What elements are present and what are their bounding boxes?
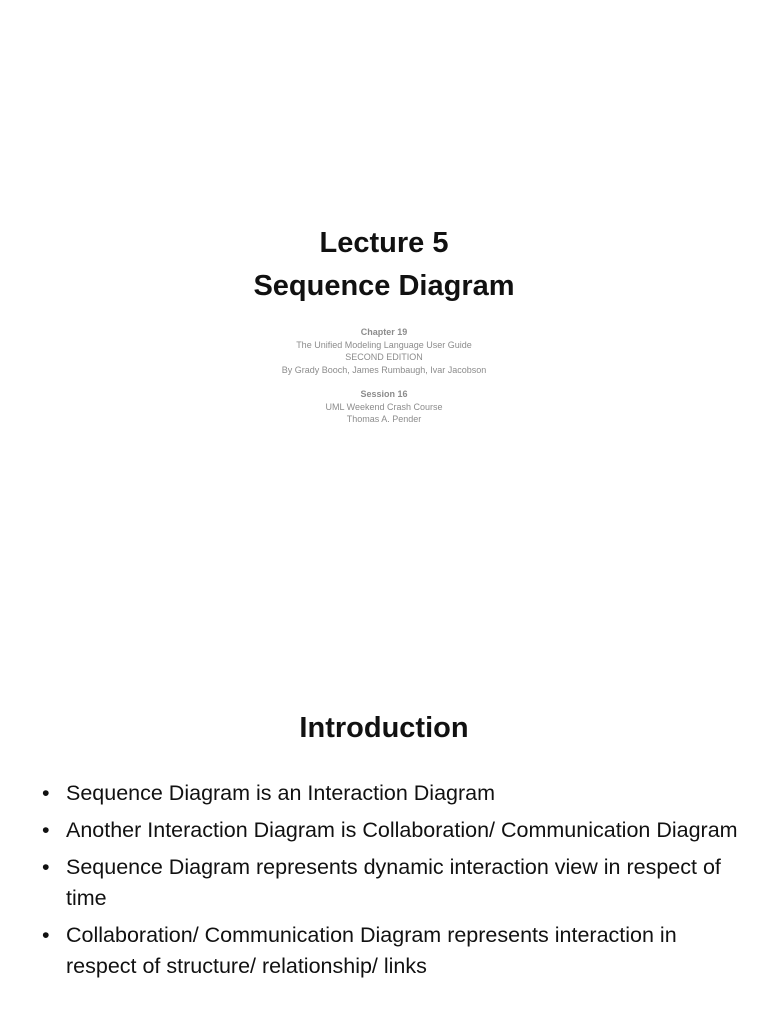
reference-line: SECOND EDITION: [345, 352, 423, 362]
bullet-text: Sequence Diagram represents dynamic interaction view in respect of time: [66, 855, 721, 910]
list-item: [40, 778, 740, 809]
reference-line: The Unified Modeling Language User Guide: [296, 339, 472, 350]
bullet-text: Collaboration/ Communication Diagram represents interaction in respect of structure/ relationship/ links: [66, 923, 677, 978]
bullet-icon: •: [42, 818, 50, 842]
bullet-text: Another Interaction Diagram is Collaboration/ Communication Diagram: [66, 818, 738, 842]
bullet-text: Sequence Diagram is an Interaction Diagram: [66, 781, 496, 805]
slide-heading: Introduction: [299, 712, 469, 744]
bullet-list: [40, 778, 740, 988]
reference-heading: Chapter 19: [360, 327, 408, 337]
reference-line: Thomas A. Pender: [346, 414, 422, 424]
reference-heading: Session 16: [360, 389, 408, 399]
bullet-icon: •: [42, 781, 50, 805]
title-line-lecture: Lecture 5: [319, 227, 449, 259]
introduction-slide: [0, 576, 768, 1024]
title-line-topic: Sequence Diagram: [253, 270, 515, 302]
slide-title: [0, 222, 768, 308]
spacer: [0, 376, 768, 388]
reference-line: UML Weekend Crash Course: [325, 401, 443, 412]
bullet-icon: •: [42, 855, 50, 879]
bullet-icon: •: [42, 923, 50, 947]
list-item: [40, 920, 740, 982]
list-item: [40, 852, 740, 914]
reference-line: By Grady Booch, James Rumbaugh, Ivar Jacobson: [281, 364, 487, 375]
references: [0, 326, 768, 426]
list-item: [40, 815, 740, 846]
